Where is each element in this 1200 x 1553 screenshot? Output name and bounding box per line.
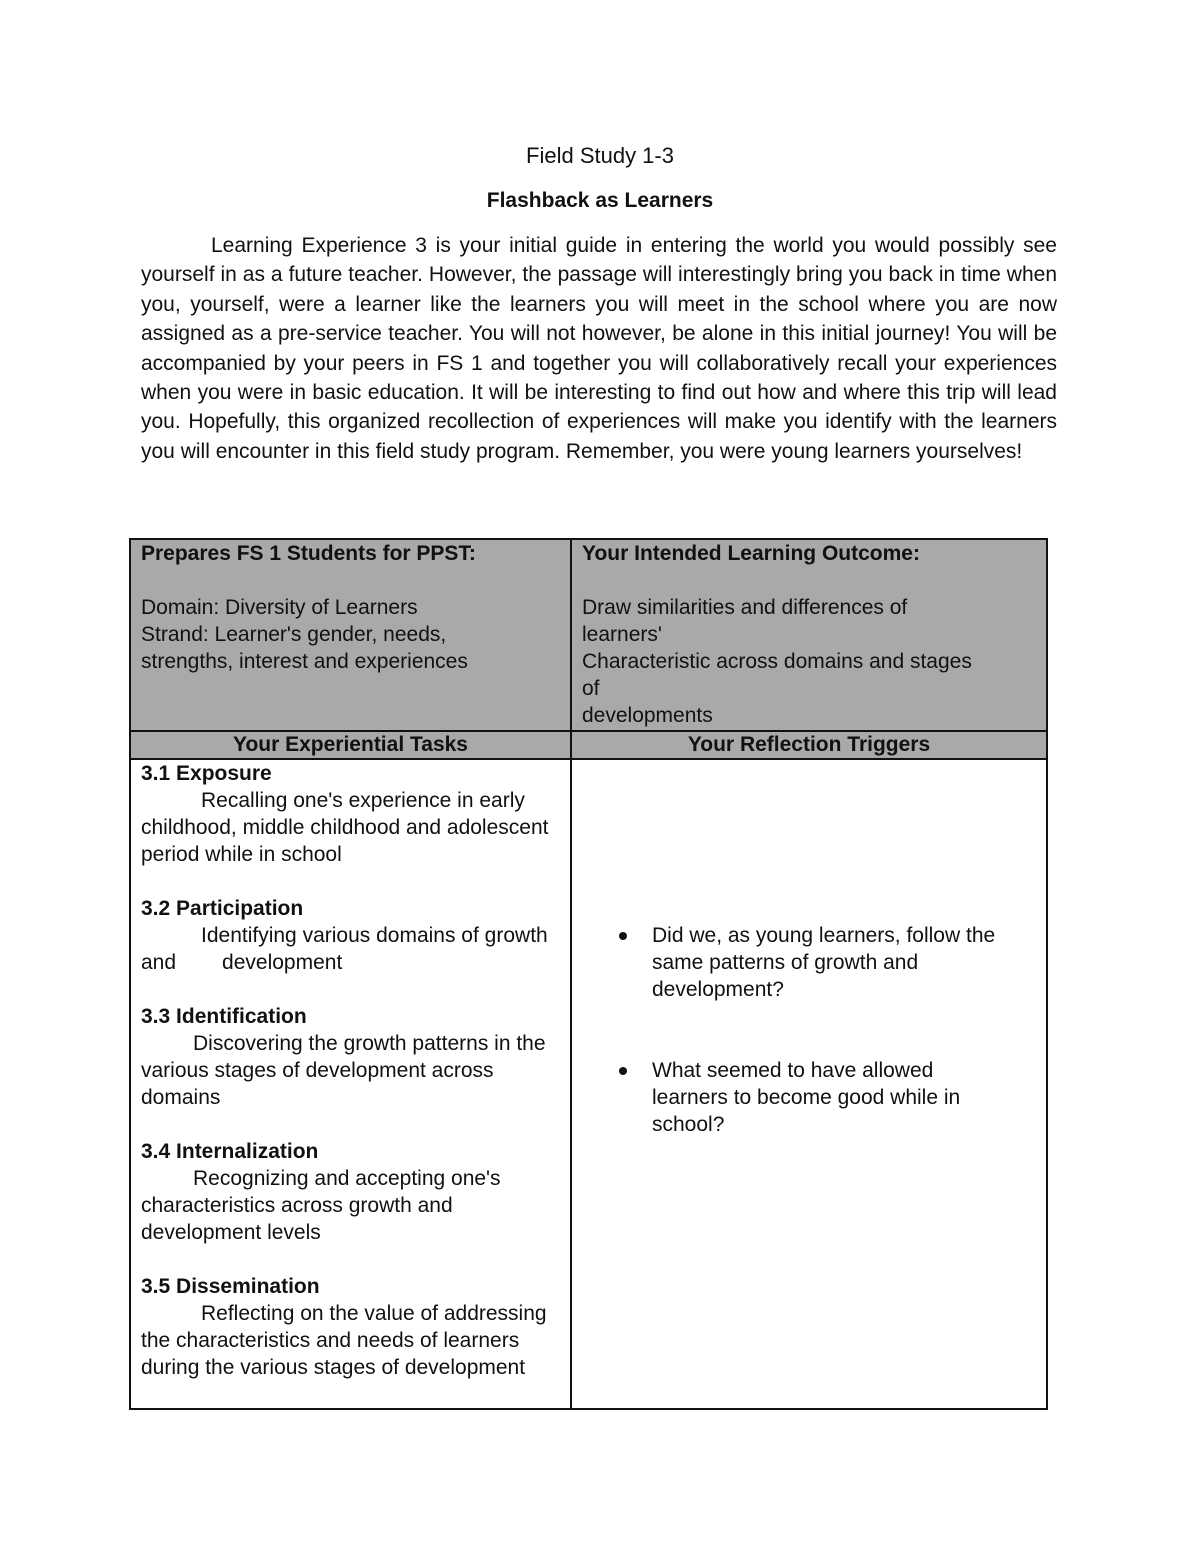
task-desc-word-b: development <box>222 951 343 974</box>
trigger-text: What seemed to have allowed learners to become good while in school? <box>652 1059 961 1136</box>
task-desc-rest: addressing the characteristics and needs of learners during the various stages of development <box>141 1302 547 1379</box>
ppst-heading: Prepares FS 1 Students for PPST: <box>141 542 476 565</box>
outcome-line3: Characteristic across domains and stages <box>582 650 972 673</box>
bullet-icon <box>619 1067 627 1075</box>
task-title: 3.2 Participation <box>141 897 304 920</box>
task-item <box>141 1003 560 1111</box>
outcome-line2: learners' <box>582 623 662 646</box>
task-item <box>141 1273 560 1381</box>
tasks-triggers-row <box>130 759 1047 1409</box>
task-title: 3.4 Internalization <box>141 1140 319 1163</box>
trigger-text: Did we, as young learners, follow the same patterns of growth and development? <box>652 924 996 1001</box>
document-subtitle: Flashback as Learners <box>486 189 714 212</box>
outcome-line1: Draw similarities and differences of <box>582 596 908 619</box>
triggers-cell <box>571 759 1047 1409</box>
outcome-line4: of <box>582 677 600 700</box>
tasks-column-header: Your Experiential Tasks <box>130 731 571 759</box>
task-desc-rest: early childhood, middle childhood and adolescent period while in school <box>141 789 549 866</box>
ppst-strand-line1: Strand: Learner's gender, needs, <box>141 623 447 646</box>
ppst-outcome-row <box>130 539 1047 731</box>
task-desc-lead: Identifying various domains of <box>201 924 479 947</box>
reflection-triggers-list <box>582 922 1036 1138</box>
task-title: 3.3 Identification <box>141 1005 307 1028</box>
learning-outcomes-table <box>129 538 1048 1410</box>
task-desc-lead: Discovering the growth patterns in <box>193 1032 511 1055</box>
column-header-row <box>130 731 1047 759</box>
tasks-cell <box>130 759 571 1409</box>
ppst-cell <box>130 539 571 731</box>
task-desc-lead: Recalling one's experience in <box>201 789 474 812</box>
ppst-strand-line2: strengths, interest and experiences <box>141 650 468 673</box>
ppst-domain: Domain: Diversity of Learners <box>141 596 418 619</box>
task-item <box>141 760 560 868</box>
task-desc-rest: characteristics across growth and development levels <box>141 1194 453 1244</box>
intro-text: Learning Experience 3 is your initial guide in entering the world you would possibly see yourself in as a future teacher. However, the passage will interestingly bring you back in time when you, yourself, were a learner like the learners you will meet in the school where you are now assigned as a pre-service teacher. You will not however, be alone in this initial journey! You will be accompanied by your peers in FS 1 and together you will collaboratively recall your experiences when you were in basic education. It will be interesting to find out how and where this trip will lead you. Hopefully, this organized recollection of experiences will make you identify with the learners you will encounter in this field study program. Remember, you were young learners yourselves! <box>141 234 1057 463</box>
trigger-item <box>582 1057 1012 1138</box>
task-desc-rest: the various stages of development across domains <box>141 1032 546 1109</box>
task-desc-lead: Reflecting on the value of <box>201 1302 438 1325</box>
task-title: 3.5 Dissemination <box>141 1275 320 1298</box>
outcome-heading: Your Intended Learning Outcome: <box>582 542 920 565</box>
outcome-line5: developments <box>582 704 713 727</box>
task-title: 3.1 Exposure <box>141 762 272 785</box>
intro-paragraph <box>141 231 1057 466</box>
outcome-cell <box>571 539 1047 731</box>
trigger-item <box>582 922 1012 1003</box>
triggers-column-header: Your Reflection Triggers <box>571 731 1047 759</box>
task-desc-lead: Recognizing and accepting one's <box>193 1167 501 1190</box>
task-item <box>141 1138 560 1246</box>
task-item <box>141 895 560 976</box>
task-desc-word-a: growth and <box>141 924 548 974</box>
bullet-icon <box>619 932 627 940</box>
document-title: Field Study 1-3 <box>526 143 674 168</box>
